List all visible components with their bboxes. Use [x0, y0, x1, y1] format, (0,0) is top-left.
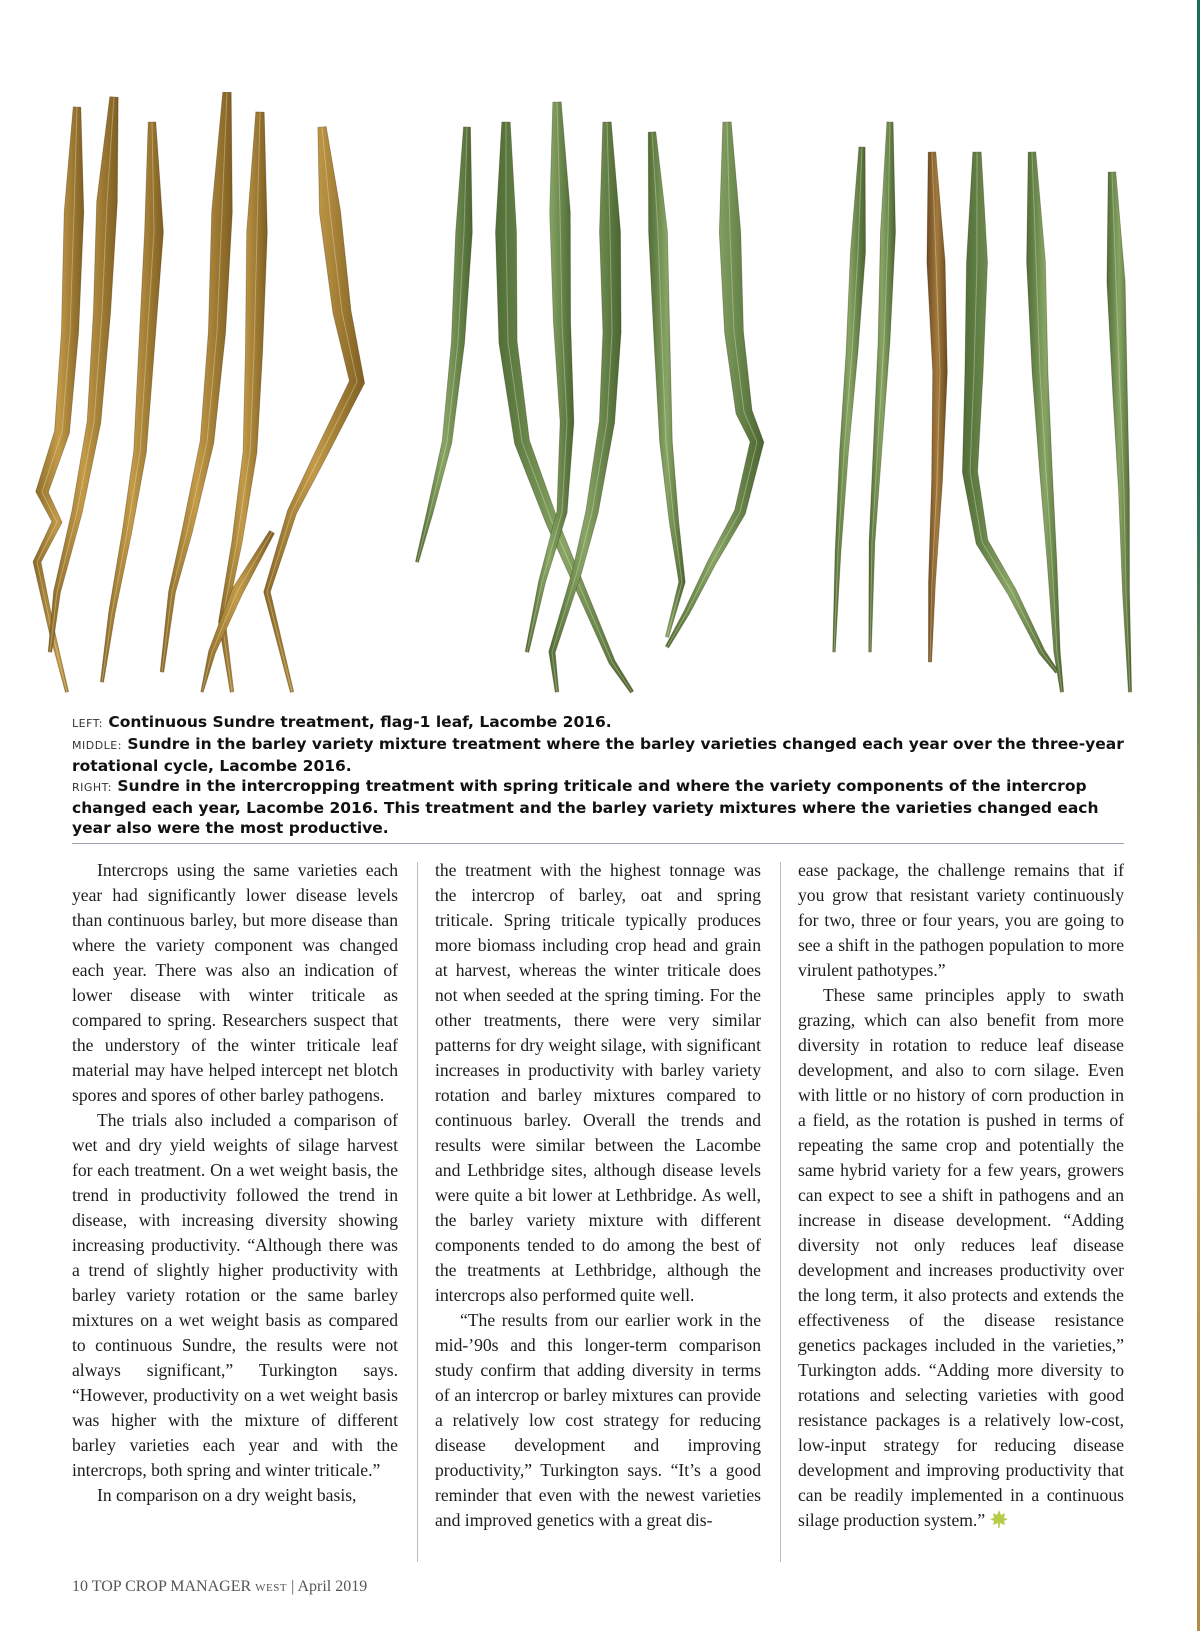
leaf-photo	[22, 92, 1180, 696]
paragraph: The trials also included a comparison of wet and dry yield weights of silage harvest for each treatment. On a wet weight basis, the trend in productivity followed the trend in disease, with increasing diversity showing increasing productivity. “Although there was a trend of slightly higher productivity with barley variety rotation or the same barley mixtures on a wet weight basis as compared to continuous Sundre, the results were not always significant,” Turkington says. “However, productivity on a wet weight basis was higher with the mixture of different barley varieties each year and with the intercrops, both spring and winter triticale.”	[72, 1110, 398, 1480]
article-body	[72, 858, 1124, 1558]
paragraph-last: These same principles apply to swath grazing, which can also benefit from more diversity in rotation to reduce leaf disease development, and also to corn silage. Even with little or no history of corn production in a field, as the rotation is pushed in terms of repeating the same crop and potentially the same hybrid variety for a few years, growers can expect to see a shift in pathogens and an increase in disease development. “Adding diversity not only reduces leaf disease development and increases productivity over the long term, it also protects and extends the effectiveness of the disease resistance genetics packages included in the varieties,” Turkington adds. “Adding more diversity to rotations and selecting varieties with good resistance packages is a relatively low-cost, low-input strategy for reducing disease development and improving productivity that can be readily implemented in a continuous silage production system.”	[798, 985, 1124, 1530]
paragraph: ease package, the challenge remains that if you grow that resistant variety continuously for two, three or four years, you are going to see a shift in the pathogen population to more virulent pathotypes.”	[798, 860, 1124, 980]
caption-left: LEFT: Continuous Sundre treatment, flag-1 leaf, Lacombe 2016.	[72, 713, 612, 731]
middle-leaf-group	[416, 102, 764, 693]
figure-caption	[72, 712, 1124, 838]
page-footer	[72, 1578, 367, 1596]
flag-leaf	[927, 152, 947, 662]
paragraph: the treatment with the highest tonnage was the intercrop of barley, oat and spring triticale. Spring triticale typically produces more biomass including crop head and grain at harvest, whereas the winter triticale does not when seeded at the spring timing. For the other treatments, there were very similar patterns for dry weight silage, with significant increases in productivity with barley variety rotation and barley mixtures compared to continuous barley. Overall the trends and results were similar between the Lacombe and Lethbridge sites, although disease levels were quite a bit lower at Lethbridge. As well, the barley variety mixture with different components tended to do among the best of the treatments at Lethbridge, although the intercrops also performed quite well.	[435, 860, 761, 1305]
article-column-3	[798, 858, 1124, 1533]
caption-divider	[72, 843, 1124, 844]
leaf-midrib	[267, 127, 357, 692]
column-divider	[780, 862, 781, 1562]
article-column-1	[72, 858, 398, 1508]
paragraph: In comparison on a dry weight basis,	[97, 1485, 357, 1505]
issue-date: April 2019	[297, 1578, 368, 1595]
flag-leaf	[833, 147, 866, 652]
left-leaf-group	[33, 92, 365, 692]
paragraph: “The results from our earlier work in the mid-’90s and this longer-term comparison study confirm that adding diversity in terms of an intercrop or barley mixtures can provide a relatively low cost strategy for reducing disease development and improving productivity,” Turkington says. “It’s a good reminder that even with the newest varieties and improved genetics with a great dis-	[435, 1310, 761, 1530]
flag-leaf	[869, 122, 896, 652]
footer-separator: |	[291, 1578, 295, 1595]
flag-leaf	[264, 127, 365, 693]
right-leaf-group	[833, 122, 1132, 692]
caption-middle: MIDDLE: Sundre in the barley variety mixture treatment where the barley varieties changed each year over the three-year rotational cycle, Lacombe 2016.	[72, 735, 1124, 775]
flag-leaf	[160, 92, 232, 672]
magazine-name: TOP CROP MANAGER	[91, 1578, 252, 1595]
article-column-2	[435, 858, 761, 1533]
page-number: 10	[72, 1578, 88, 1595]
flag-leaf	[1027, 152, 1064, 692]
flag-leaf	[416, 127, 473, 563]
maple-leaf-icon	[989, 1509, 1009, 1529]
magazine-edition: WEST	[255, 1582, 288, 1594]
paragraph: Intercrops using the same varieties each year had significantly lower disease levels than continuous barley, but more disease than where the variety component was changed each year. There was also an indication of lower disease with winter triticale as compared to spring. Researchers suspect that the understory of the winter triticale leaf material may have helped intercept net blotch spores and spores of other barley pathogens.	[72, 860, 398, 1105]
flag-leaf	[1107, 172, 1132, 692]
column-divider	[417, 862, 418, 1562]
caption-right: RIGHT: Sundre in the intercropping treatment with spring triticale and where the variety components of the intercrop changed each year, Lacombe 2016. This treatment and the barley variety mixtures where the varieties changed each year also were the most productive.	[72, 777, 1099, 837]
